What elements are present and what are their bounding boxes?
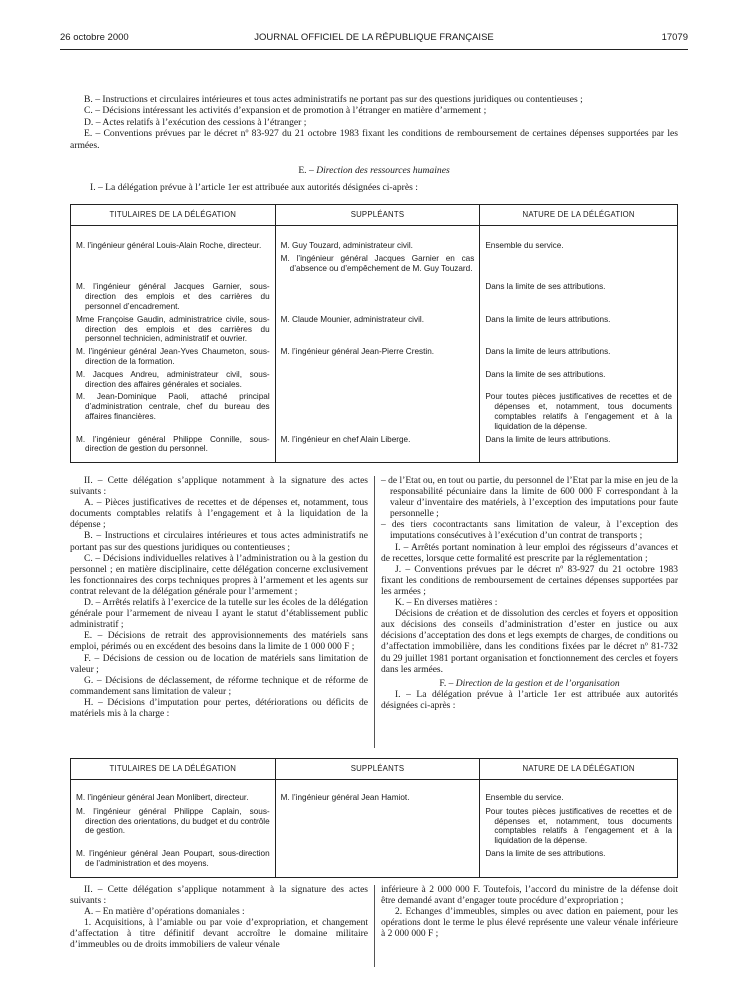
cell-titulaire: M. l’ingénieur général Jean Monlibert, directeur. xyxy=(71,780,276,806)
cell-titulaire: M. l’ingénieur général Jean-Yves Chaumeton, sous-direction de la formation. xyxy=(71,344,276,367)
section-e-letter: E. – xyxy=(298,165,314,176)
article-paragraph: C. – Décisions individuelles relatives à l’administration ou à la gestion du personnel ; en matière disciplinaire, cette délégation concerne exclusivement les fonctionnaires des corps techniques propres à l’armement et les agents sur contrat relevant de la délégation générale pour l’armement ; xyxy=(70,553,368,597)
article-dash-item: – des tiers cocontractants sans limitation de valeur, à l’exception des imputations consécutives à l’exécution d’un contrat de transports ; xyxy=(381,520,678,542)
cell-suppleants xyxy=(275,846,480,877)
bottom-right-column xyxy=(381,885,678,940)
article-paragraph: J. – Conventions prévues par le décret nº 83-927 du 21 octobre 1983 fixant les conditions de remboursement de certaines dépenses supportées par les armées ; xyxy=(381,564,678,597)
table-row xyxy=(71,344,678,367)
article-paragraph: A. – Pièces justificatives de recettes et de dépenses et, notamment, tous documents comptables relatifs à l’engagement et à la liquidation de la dépense ; xyxy=(70,498,368,531)
cell-suppleants xyxy=(275,806,480,846)
column-divider xyxy=(374,476,375,748)
suppleant: M. Guy Touzard, administrateur civil. xyxy=(280,241,413,250)
col-header-titulaires: TITULAIRES DE LA DÉLÉGATION xyxy=(71,205,276,226)
article-paragraph: K. – En diverses matières : xyxy=(395,598,498,609)
article-paragraph: D. – Arrêtés relatifs à l’exercice de la tutelle sur les écoles de la délégation générale pour l’armement de niveau I ayant le statut d’établissement public administratif ; xyxy=(70,598,368,631)
section-f-letter: F. – xyxy=(439,678,454,689)
table-row xyxy=(71,780,678,806)
left-column xyxy=(70,476,368,720)
section-f-title: Direction de la gestion et de l’organisation xyxy=(455,678,620,689)
cell-nature: Dans la limite de ses attributions. xyxy=(480,367,678,390)
table-row xyxy=(71,432,678,463)
cell-suppleants xyxy=(275,226,480,277)
cell-suppleants xyxy=(275,276,480,311)
cell-titulaire: Mme Françoise Gaudin, administratrice civile, sous-direction des emplois et des carrières du personnel technicien, administratif et ouvrier. xyxy=(71,312,276,344)
article-paragraph: E. – Décisions de retrait des approvisionnements des matériels sans emploi, périmés ou en excédent des besoins dans la limite de 1 000 000 F ; xyxy=(70,631,368,653)
header-page-number: 17079 xyxy=(661,32,688,43)
article-paragraph: Décisions de création et de dissolution des cercles et foyers et opposition aux décisions des conseils d’administration d’ester en justice ou aux décisions d’acceptation des dons et legs exempts de charges, de conditions ou d’affectation immobilière, dans les conditions fixées par le décret nº 81-732 du 29 juillet 1981 portant organisation et fonctionnement des cercles et foyers dans les armées. xyxy=(381,609,678,675)
cell-titulaire: M. l’ingénieur général Louis-Alain Roche, directeur. xyxy=(71,226,276,277)
cell-nature: Dans la limite de leurs attributions. xyxy=(480,432,678,463)
cell-nature: Dans la limite de leurs attributions. xyxy=(480,312,678,344)
cell-titulaire: M. l’ingénieur général Jean Poupart, sous-direction de l’administration et des moyens. xyxy=(71,846,276,877)
cell-nature: Ensemble du service. xyxy=(480,226,678,277)
table-row xyxy=(71,389,678,431)
article-dash-item: – de l’Etat ou, en tout ou partie, du personnel de l’Etat par la mise en jeu de la responsabilité pécuniaire dans la limite de 600 000 F correspondant à la valeur d’inventaire des matériels, à l’exception des imputations pour faute personnelle ; xyxy=(381,476,678,520)
header-rule xyxy=(60,49,688,50)
cell-suppleants xyxy=(275,780,480,806)
col-header-suppleants: SUPPLÉANTS xyxy=(275,759,480,780)
cell-titulaire: M. Jean-Dominique Paoli, attaché principal d’administration centrale, chef du bureau des affaires financières. xyxy=(71,389,276,431)
article-paragraph: 1. Acquisitions, à l’amiable ou par voie d’expropriation, et changement d’affectation à titre définitif devant accroître le domaine militaire d’immeubles ou de droits immobiliers de valeur vénale xyxy=(70,918,368,951)
article-paragraph: G. – Décisions de déclassement, de réforme technique et de réforme de commandement sans limitation de valeur ; xyxy=(70,675,368,697)
cell-suppleants xyxy=(275,367,480,390)
right-column xyxy=(381,476,678,712)
cell-nature: Ensemble du service. xyxy=(480,780,678,806)
cell-suppleants xyxy=(275,432,480,463)
delegation-table-f xyxy=(70,758,678,878)
col-header-titulaires: TITULAIRES DE LA DÉLÉGATION xyxy=(71,759,276,780)
cell-nature: Pour toutes pièces justificatives de recettes et de dépenses et, notamment, tous documents comptables relatifs à l’engagement et à la liquidation de la dépense. xyxy=(480,389,678,431)
article-paragraph: H. – Décisions d’imputation pour pertes, détériorations ou déficits de matériels mis à la charge : xyxy=(70,697,368,719)
column-divider xyxy=(374,885,375,967)
article-paragraph: F. – Décisions de cession ou de location de matériels sans limitation de valeur ; xyxy=(70,653,368,675)
intro-block xyxy=(70,94,678,151)
suppleant: M. l’ingénieur général Jean-Pierre Crestin. xyxy=(280,347,435,357)
cell-suppleants xyxy=(275,344,480,367)
article-paragraph: inférieure à 2 000 000 F. Toutefois, l’accord du ministre de la défense doit être demandé avant d’engager toute procédure d’expropriation ; xyxy=(381,885,678,907)
article-paragraph: 2. Echanges d’immeubles, simples ou avec dation en paiement, pour les opérations dont le terme le plus élevé représente une valeur vénale inférieure à 2 000 000 F ; xyxy=(381,907,678,940)
table-row xyxy=(71,226,678,277)
article-paragraph: II. – Cette délégation s’applique notamment à la signature des actes suivants : xyxy=(70,885,368,907)
page-header xyxy=(60,32,688,46)
col-header-suppleants: SUPPLÉANTS xyxy=(275,205,480,226)
cell-suppleants xyxy=(275,389,480,431)
cell-titulaire: M. Jacques Andreu, administrateur civil, sous-direction des affaires générales et sociales. xyxy=(71,367,276,390)
article-paragraph: II. – Cette délégation s’applique notamment à la signature des actes suivants : xyxy=(70,476,368,498)
bottom-left-column xyxy=(70,885,368,952)
col-header-nature: NATURE DE LA DÉLÉGATION xyxy=(480,759,678,780)
header-date: 26 octobre 2000 xyxy=(60,32,129,43)
section-e-title: Direction des ressources humaines xyxy=(316,165,450,176)
article-paragraph: I. – Arrêtés portant nomination à leur emploi des régisseurs d’avances et de recettes, lorsque cette formalité est prescrite par la réglementation ; xyxy=(381,542,678,564)
intro-paragraph: E. – Conventions prévues par le décret nº 83-927 du 21 octobre 1983 fixant les conditions de remboursement de certaines dépenses supportées par les armées. xyxy=(70,128,678,151)
suppleant: M. l’ingénieur général Jean Hamiot. xyxy=(280,793,410,802)
section-e-lead: I. – La délégation prévue à l’article 1er est attribuée aux autorités désignées ci-après : xyxy=(90,182,418,193)
col-header-nature: NATURE DE LA DÉLÉGATION xyxy=(480,205,678,226)
cell-suppleants xyxy=(275,312,480,344)
cell-nature: Dans la limite de leurs attributions. xyxy=(480,344,678,367)
suppleant: M. l’ingénieur en chef Alain Liberge. xyxy=(280,434,411,444)
intro-paragraph: B. – Instructions et circulaires intérieures et tous actes administratifs ne portant pas sur des questions juridiques ou contentieuses ; xyxy=(84,94,583,105)
article-paragraph: B. – Instructions et circulaires intérieures et tous actes administratifs ne portant pas sur des questions juridiques ou contentieuses ; xyxy=(70,531,368,553)
section-e-heading xyxy=(60,165,688,176)
cell-titulaire: M. l’ingénieur général Philippe Connille, sous-direction de gestion du personnel. xyxy=(71,432,276,463)
cell-titulaire: M. l’ingénieur général Jacques Garnier, sous-direction des emplois et des carrières du personnel d’encadrement. xyxy=(71,276,276,311)
cell-titulaire: M. l’ingénieur général Philippe Caplain, sous-direction des orientations, du budget et du contrôle de gestion. xyxy=(71,806,276,846)
header-title: JOURNAL OFFICIEL DE LA RÉPUBLIQUE FRANÇAISE xyxy=(254,32,494,43)
section-f-heading xyxy=(381,679,678,690)
suppleant: M. Claude Mounier, administrateur civil. xyxy=(280,314,424,324)
table-row xyxy=(71,367,678,390)
table-row xyxy=(71,276,678,311)
section-f-lead: I. – La délégation prévue à l’article 1er est attribuée aux autorités désignées ci-après : xyxy=(381,689,678,711)
cell-nature: Dans la limite de ses attributions. xyxy=(480,846,678,877)
article-paragraph: A. – En matière d’opérations domaniales : xyxy=(84,907,245,918)
table-row xyxy=(71,806,678,846)
suppleant: M. l’ingénieur général Jacques Garnier en cas d’absence ou d’empêchement de M. Guy Touzard. xyxy=(280,253,475,273)
table-row xyxy=(71,312,678,344)
table-row xyxy=(71,846,678,877)
delegation-table-e xyxy=(70,204,678,463)
intro-paragraph: D. – Actes relatifs à l’exécution des cessions à l’étranger ; xyxy=(84,116,307,128)
cell-nature: Pour toutes pièces justificatives de recettes et de dépenses et, notamment, tous documents comptables relatifs à l’engagement et à la liquidation de la dépense. xyxy=(480,806,678,846)
cell-nature: Dans la limite de ses attributions. xyxy=(480,276,678,311)
intro-paragraph: C. – Décisions intéressant les activités d’expansion et de promotion à l’étranger en matière d’armement ; xyxy=(84,105,487,117)
